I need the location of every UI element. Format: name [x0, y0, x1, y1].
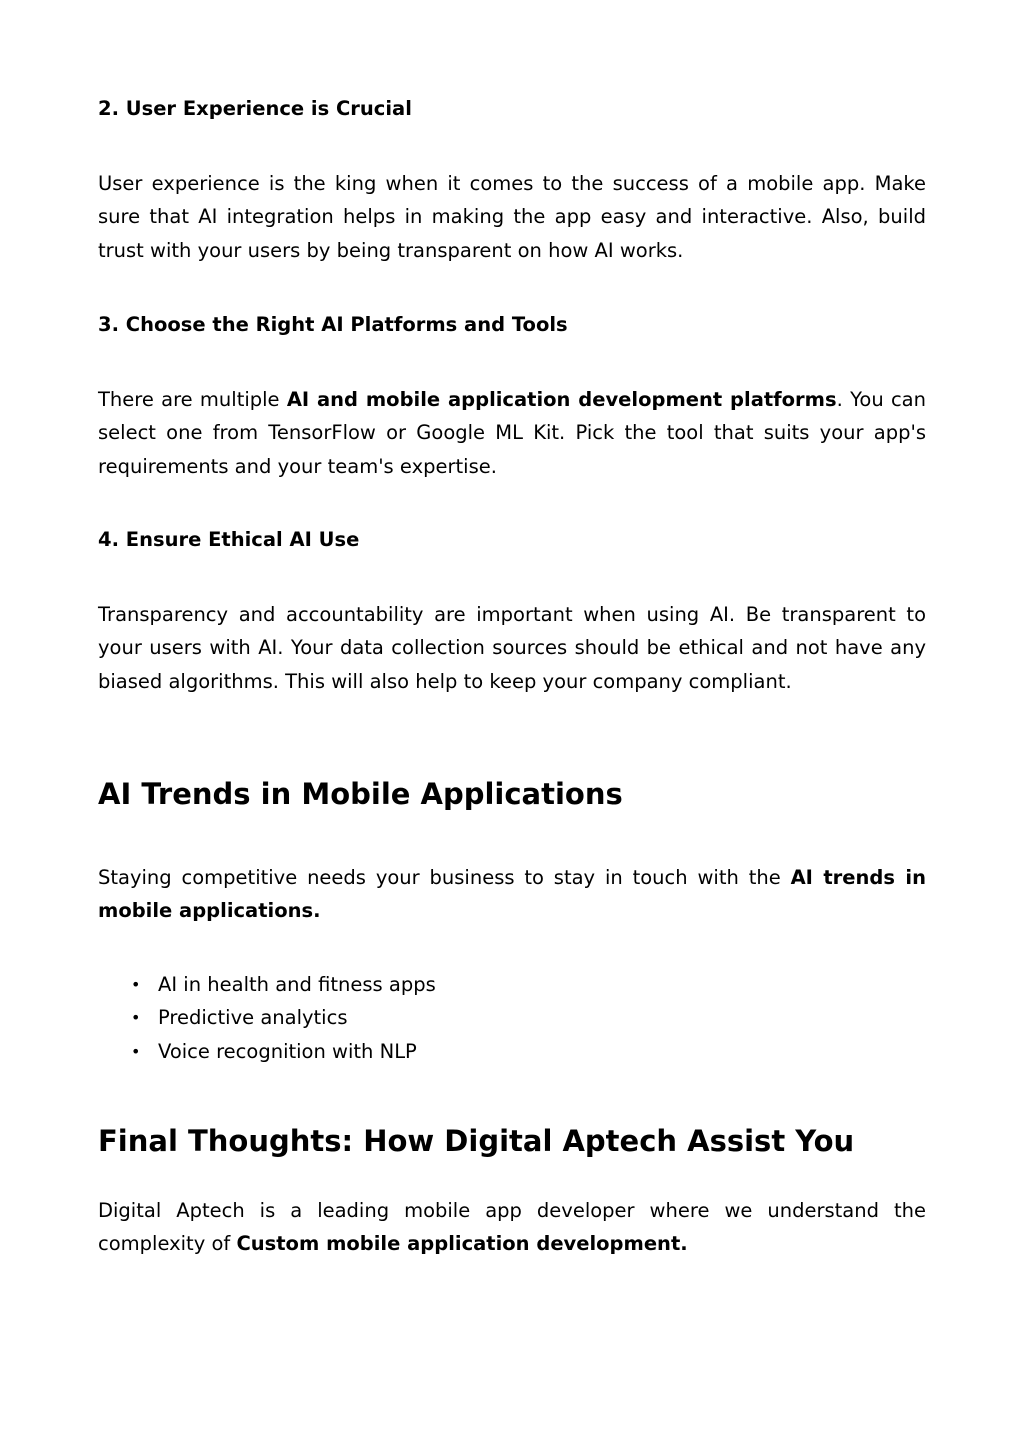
list-item-text: Voice recognition with NLP	[158, 1039, 417, 1063]
tools-bold-phrase: AI and mobile application development platforms	[286, 388, 837, 411]
final-thoughts-heading: Final Thoughts: How Digital Aptech Assist You	[98, 1124, 855, 1158]
list-item-text: AI in health and fitness apps	[158, 973, 436, 996]
tools-paragraph	[98, 383, 926, 483]
ethics-heading: 4. Ensure Ethical AI Use	[98, 528, 360, 551]
tools-text-start: There are multiple	[98, 388, 287, 411]
list-item-text: Predictive analytics	[158, 1006, 348, 1030]
bullet-icon: •	[131, 1008, 141, 1028]
list-item	[98, 968, 926, 1001]
trends-bold-phrase: AI trends in mobile applications.	[98, 866, 926, 923]
tools-text-end: . You can select one from TensorFlow or Google ML Kit. Pick the tool that suits your app's requirements and your team's expertise.	[98, 388, 926, 478]
bullet-icon: •	[131, 1041, 141, 1061]
final-paragraph	[98, 1194, 926, 1261]
trends-intro-paragraph	[98, 861, 926, 928]
trends-list	[98, 968, 926, 1068]
ethics-paragraph: Transparency and accountability are important when using AI. Be transparent to your users with AI. Your data collection sources should be ethical and not have any biased algorithms. This will also help to keep your company compliant.	[98, 603, 926, 693]
ux-heading: 2. User Experience is Crucial	[98, 97, 412, 120]
bullet-icon: •	[131, 975, 141, 994]
trends-intro-text: Staying competitive needs your business to stay in touch with the	[98, 866, 791, 889]
final-bold-phrase: Custom mobile application development.	[236, 1232, 688, 1256]
final-text: Digital Aptech is a leading mobile app developer where we understand the complexity of	[98, 1199, 926, 1256]
ux-paragraph: User experience is the king when it comes to the success of a mobile app. Make sure that AI integration helps in making the app easy and interactive. Also, build trust with your users by being transparent on how AI works.	[98, 172, 926, 262]
list-item	[98, 1035, 926, 1068]
trends-heading: AI Trends in Mobile Applications	[98, 777, 623, 811]
list-item	[98, 1001, 926, 1034]
tools-heading: 3. Choose the Right AI Platforms and Tools	[98, 313, 568, 336]
